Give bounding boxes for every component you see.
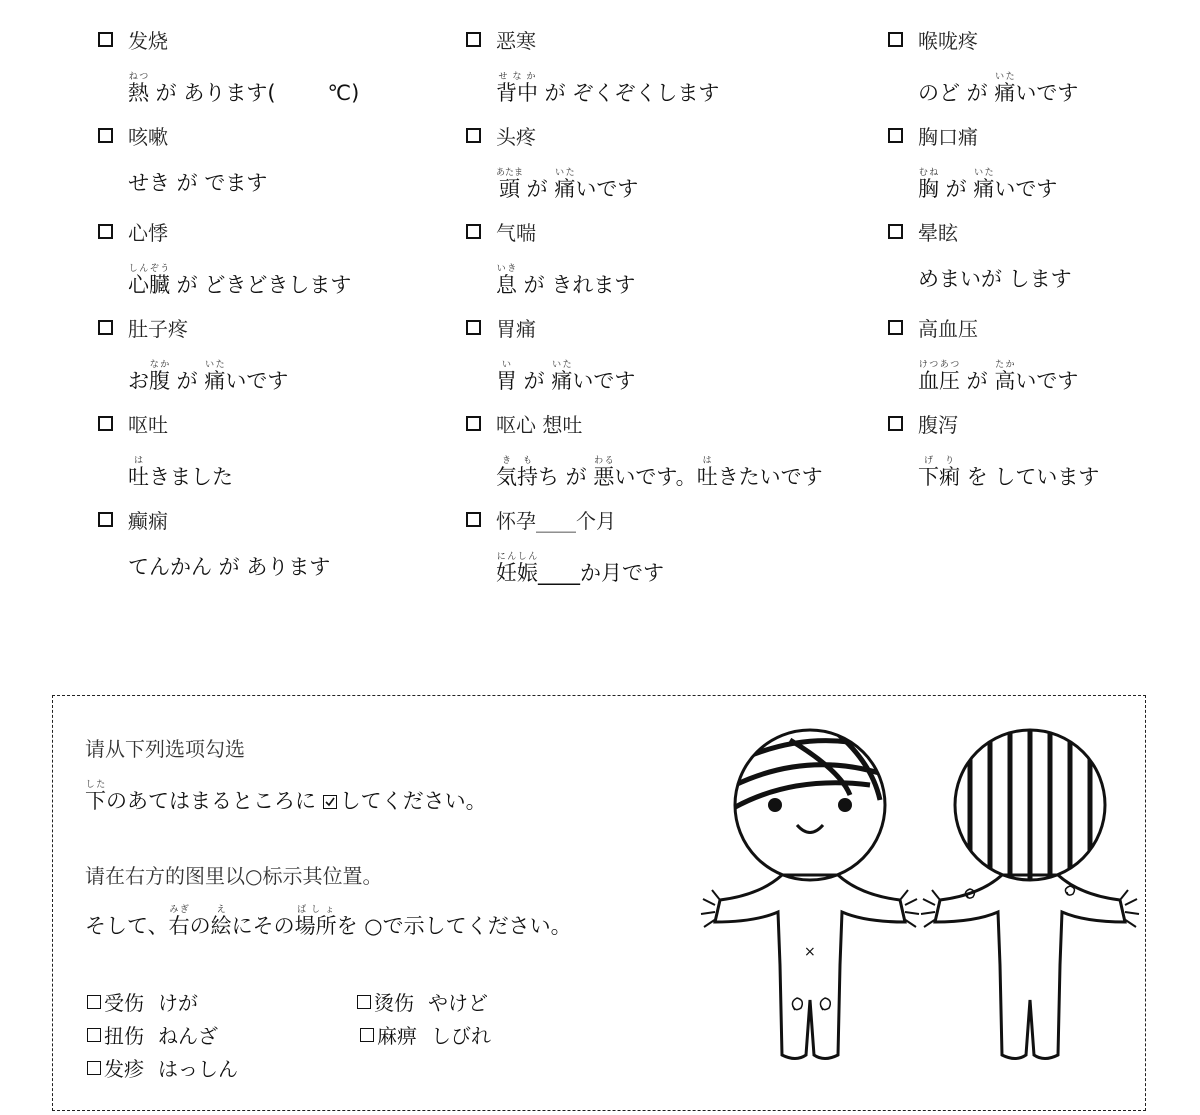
checked-box-icon — [323, 795, 337, 809]
symptom-cn-label: 晕眩 — [918, 220, 958, 245]
checkbox[interactable] — [98, 128, 113, 143]
symptom-jp-text: てんかん が あります — [128, 555, 331, 579]
symptom-jp-text: 妊娠にんしん____か月です — [496, 552, 664, 585]
symptom-jp-text: せき が でます — [128, 171, 268, 195]
symptom-cn-label: 恶寒 — [496, 28, 536, 53]
symptom-jp-text: 熱ねつ が あります( ℃) — [128, 72, 360, 105]
checkbox[interactable] — [888, 416, 903, 431]
right-eye — [838, 798, 852, 812]
symptom-item[interactable] — [466, 312, 635, 396]
symptom-cn-label: 喉咙疼 — [918, 28, 978, 53]
checkbox[interactable] — [98, 320, 113, 335]
instruction-mark-cn: 请在右方的图里以○标示其位置。 — [85, 864, 383, 888]
symptom-jp-text: 背中せなか が ぞくぞくします — [496, 72, 720, 105]
checkbox[interactable] — [87, 1061, 101, 1075]
body-diagram[interactable] — [700, 700, 1140, 1080]
injury-item[interactable]: 扭伤 ねんざ — [87, 1020, 218, 1049]
symptom-cn-label: 发烧 — [128, 28, 168, 53]
injury-item[interactable]: 受伤 けが — [87, 987, 198, 1016]
symptom-jp-text: 血圧けつあつ が 高たかいです — [918, 360, 1079, 393]
symptom-jp-text: 頭あたま が 痛いたいです — [496, 168, 639, 201]
checkbox[interactable] — [360, 1028, 374, 1042]
symptom-item[interactable] — [466, 216, 635, 300]
symptom-item[interactable] — [466, 24, 719, 108]
symptom-cn-label: 腹泻 — [918, 412, 958, 437]
symptom-cn-label: 胃痛 — [496, 316, 536, 341]
symptom-cn-label: 咳嗽 — [128, 124, 168, 149]
checkbox[interactable] — [357, 995, 371, 1009]
symptom-jp-text: 胃い が 痛いたいです — [496, 360, 636, 393]
checkbox[interactable] — [98, 224, 113, 239]
checkbox[interactable] — [98, 416, 113, 431]
checkbox[interactable] — [466, 128, 481, 143]
left-eye — [768, 798, 782, 812]
symptom-cn-label: 怀孕____个月 — [496, 508, 616, 533]
symptom-cn-label: 高血压 — [918, 316, 978, 341]
symptom-item[interactable] — [98, 408, 233, 492]
symptom-cn-label: 气喘 — [496, 220, 536, 245]
checkbox[interactable] — [466, 224, 481, 239]
symptom-jp-text: 息いき が きれます — [496, 264, 636, 297]
symptom-jp-text: 心臓しんぞう が どきどきします — [128, 264, 352, 297]
symptom-jp-text: めまいが します — [918, 267, 1072, 291]
checkbox[interactable] — [466, 320, 481, 335]
symptom-item[interactable] — [98, 24, 359, 108]
injury-item[interactable]: 麻痹 しびれ — [360, 1020, 491, 1049]
symptom-cn-label: 肚子疼 — [128, 316, 188, 341]
checkbox[interactable] — [888, 320, 903, 335]
symptom-cn-label: 头疼 — [496, 124, 536, 149]
symptom-item[interactable] — [888, 216, 1072, 294]
symptom-jp-text: のど が 痛いたいです — [918, 72, 1079, 105]
symptom-item[interactable] — [98, 312, 288, 396]
symptom-item[interactable] — [98, 504, 330, 582]
symptom-item[interactable] — [888, 24, 1078, 108]
symptom-jp-text: お腹なか が 痛いたいです — [128, 360, 289, 393]
symptom-cn-label: 呕吐 — [128, 412, 168, 437]
checkbox[interactable] — [888, 224, 903, 239]
checkbox[interactable] — [98, 32, 113, 47]
body-back-figure[interactable] — [921, 720, 1139, 1059]
symptom-item[interactable] — [98, 120, 267, 198]
symptom-jp-text: 胸むね が 痛いたいです — [918, 168, 1058, 201]
symptom-jp-text: 気持きもち が 悪わるいです。吐はきたいです — [496, 456, 823, 489]
symptom-item[interactable] — [466, 120, 638, 204]
body-front-figure[interactable] — [701, 719, 919, 1058]
injury-item[interactable]: 烫伤 やけど — [357, 987, 488, 1016]
checkbox[interactable] — [466, 32, 481, 47]
symptom-item[interactable] — [98, 216, 351, 300]
checkbox[interactable] — [466, 416, 481, 431]
checkbox[interactable] — [87, 1028, 101, 1042]
symptom-cn-label: 癫痫 — [128, 508, 168, 533]
svg-text:×: × — [804, 944, 816, 960]
instruction-mark-jp: そして、右みぎの絵えにその場所ばしょを ○で示してください。 — [85, 905, 572, 938]
symptom-item[interactable] — [466, 408, 823, 492]
instruction-select-cn: 请从下列选项勾选 — [85, 737, 245, 761]
symptom-item[interactable] — [888, 312, 1078, 396]
injury-item[interactable]: 发疹 はっしん — [87, 1053, 238, 1082]
symptom-item[interactable] — [888, 408, 1099, 492]
symptom-jp-text: 下痢げり を しています — [918, 456, 1100, 489]
checkbox[interactable] — [87, 995, 101, 1009]
checkbox[interactable] — [466, 512, 481, 527]
checkbox[interactable] — [98, 512, 113, 527]
symptom-cn-label: 心悸 — [128, 220, 168, 245]
symptom-cn-label: 胸口痛 — [918, 124, 978, 149]
instruction-select-jp: 下したのあてはまるところに してください。 — [85, 780, 487, 813]
symptom-item[interactable] — [888, 120, 1057, 204]
checkbox[interactable] — [888, 128, 903, 143]
symptom-item[interactable] — [466, 504, 664, 588]
symptom-jp-text: 吐はきました — [128, 456, 233, 489]
symptom-cn-label: 呕心 想吐 — [496, 412, 583, 437]
checkbox[interactable] — [888, 32, 903, 47]
mouth — [797, 825, 823, 833]
